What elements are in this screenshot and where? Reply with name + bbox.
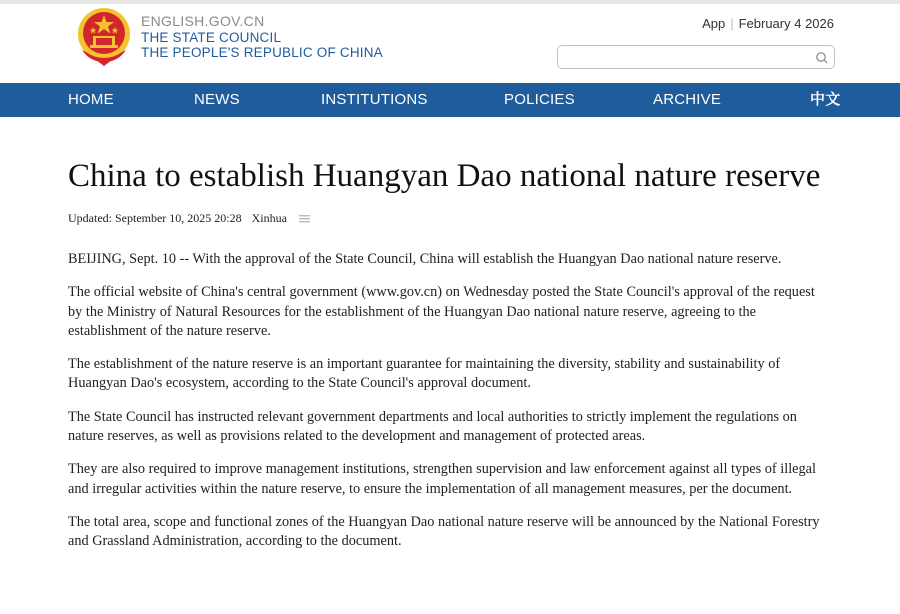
share-icon[interactable]: [299, 214, 310, 223]
search-icon[interactable]: [815, 51, 828, 64]
site-header: [0, 4, 900, 83]
article: [68, 156, 828, 566]
brand-state-council: THE STATE COUNCIL: [141, 30, 282, 45]
article-paragraph: BEIJING, Sept. 10 -- With the approval of the State Council, China will establish the Huangyan Dao national nature reserve.: [68, 251, 782, 267]
app-link[interactable]: App: [702, 16, 726, 31]
nav-news[interactable]: NEWS: [194, 91, 240, 108]
nav-institutions[interactable]: INSTITUTIONS: [321, 91, 428, 108]
brand-country: THE PEOPLE'S REPUBLIC OF CHINA: [141, 45, 383, 60]
article-paragraph: They are also required to improve management institutions, strengthen supervision and law enforcement against all types of illegal and irregular activities within the nature reserve, to ensure the implementation of all management measures, per the document.: [68, 461, 816, 497]
article-paragraph: The establishment of the nature reserve is an important guarantee for maintaining the diversity, stability and sustainability of Huangyan Dao's ecosystem, according to the State Council's approval document.: [68, 356, 781, 392]
article-source: Xinhua: [251, 211, 287, 225]
nav-archive[interactable]: ARCHIVE: [653, 91, 722, 108]
nav-policies[interactable]: POLICIES: [504, 91, 575, 108]
article-paragraph: The State Council has instructed relevant government departments and local authorities to strictly implement the regulations on nature reserves, as well as provisions related to the development and management of protected areas.: [68, 408, 797, 445]
article-body: [68, 250, 828, 552]
utility-bar: [702, 16, 834, 31]
current-date: February 4 2026: [738, 16, 834, 31]
site-brand[interactable]: [141, 13, 383, 60]
utility-separator: |: [730, 16, 734, 31]
nav-home[interactable]: HOME: [68, 91, 114, 108]
main-nav: [0, 83, 900, 117]
article-paragraph: The official website of China's central government (www.gov.cn) on Wednesday posted the State Council's approval of the request by the Ministry of Natural Resources for the establishment of the Huangyan Dao national nature reserve, agreeing to the establishment of the nature reserve.: [68, 284, 815, 339]
article-updated: Updated: September 10, 2025 20:28: [68, 211, 242, 225]
article-meta: [68, 211, 828, 226]
nav-chinese[interactable]: 中文: [810, 91, 841, 108]
search-box: [557, 45, 835, 69]
brand-domain: ENGLISH.GOV.CN: [141, 13, 265, 29]
article-paragraph: The total area, scope and functional zones of the Huangyan Dao national nature reserve will be announced by the National Forestry and Grassland Administration, according to the document.: [68, 513, 820, 550]
search-input[interactable]: [566, 47, 810, 69]
national-emblem-icon[interactable]: [76, 6, 132, 66]
article-title: China to establish Huangyan Dao national nature reserve: [68, 158, 821, 194]
